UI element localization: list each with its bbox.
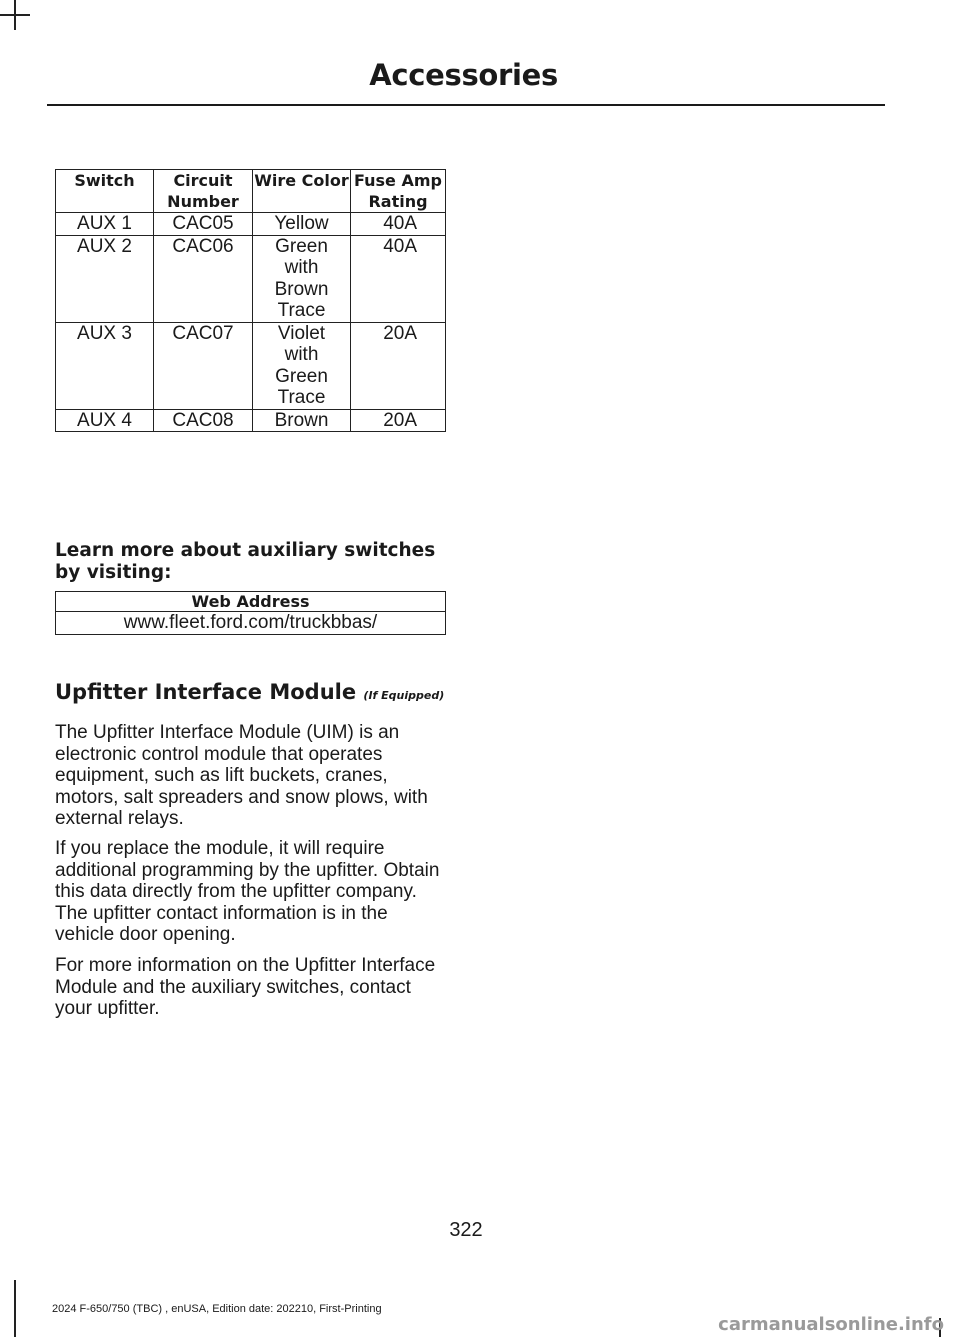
cell-amp: 20A xyxy=(351,322,446,409)
watermark: carmanualsonline.info xyxy=(718,1314,944,1335)
table-header-row xyxy=(56,170,446,213)
column-header-wire: Wire Color xyxy=(253,170,351,213)
cell-circuit: CAC07 xyxy=(154,322,253,409)
table-row xyxy=(56,612,446,635)
table-row xyxy=(56,213,446,236)
cell-circuit: CAC05 xyxy=(154,213,253,236)
column-header-web-address: Web Address xyxy=(56,592,446,612)
paragraph: The Upfitter Interface Module (UIM) is an electronic control module that operates equipment, such as lift buckets, cranes, motors, salt spreaders and snow plows, with external relays. xyxy=(55,722,428,829)
cell-wire: Yellow xyxy=(253,213,351,236)
web-address-table xyxy=(55,591,446,635)
page-number: 322 xyxy=(449,1219,483,1241)
fuse-table-container xyxy=(55,169,446,432)
column-header-switch: Switch xyxy=(56,170,154,213)
section-heading xyxy=(55,680,455,704)
cell-amp: 40A xyxy=(351,213,446,236)
cell-circuit: CAC06 xyxy=(154,235,253,322)
web-table-container xyxy=(55,591,446,635)
cell-switch: AUX 4 xyxy=(56,409,154,432)
crop-mark xyxy=(0,14,30,16)
web-address-link[interactable]: www.fleet.ford.com/truckbbas/ xyxy=(56,612,446,635)
cell-amp: 40A xyxy=(351,235,446,322)
page-title: Accessories xyxy=(369,58,558,92)
column-header-amp: Fuse Amp Rating xyxy=(351,170,446,213)
cell-amp: 20A xyxy=(351,409,446,432)
fuse-table xyxy=(55,169,446,432)
table-row xyxy=(56,235,446,322)
cell-switch: AUX 3 xyxy=(56,322,154,409)
cell-switch: AUX 1 xyxy=(56,213,154,236)
table-header-row xyxy=(56,592,446,612)
cell-switch: AUX 2 xyxy=(56,235,154,322)
learn-more-heading: Learn more about auxiliary switches by visiting: xyxy=(55,540,436,583)
cell-wire: Brown xyxy=(253,409,351,432)
cell-circuit: CAC08 xyxy=(154,409,253,432)
crop-mark xyxy=(14,1280,16,1337)
footer-edition: 2024 F-650/750 (TBC) , enUSA, Edition date: 202210, First-Printing xyxy=(52,1303,382,1315)
table-row xyxy=(56,322,446,409)
paragraph: For more information on the Upfitter Interface Module and the auxiliary switches, contact your upfitter. xyxy=(55,955,436,1019)
cell-wire: Green with Brown Trace xyxy=(253,235,351,322)
table-row xyxy=(56,409,446,432)
column-header-circuit: Circuit Number xyxy=(154,170,253,213)
section-heading-qualifier: (If Equipped) xyxy=(363,689,445,702)
section-heading-text: Upfitter Interface Module xyxy=(55,680,357,704)
cell-wire: Violet with Green Trace xyxy=(253,322,351,409)
paragraph: If you replace the module, it will require additional programming by the upfitter. Obtain this data directly from the upfitter company. The upfitter contact information is in the vehicle door opening. xyxy=(55,838,440,945)
header-rule xyxy=(47,104,885,106)
